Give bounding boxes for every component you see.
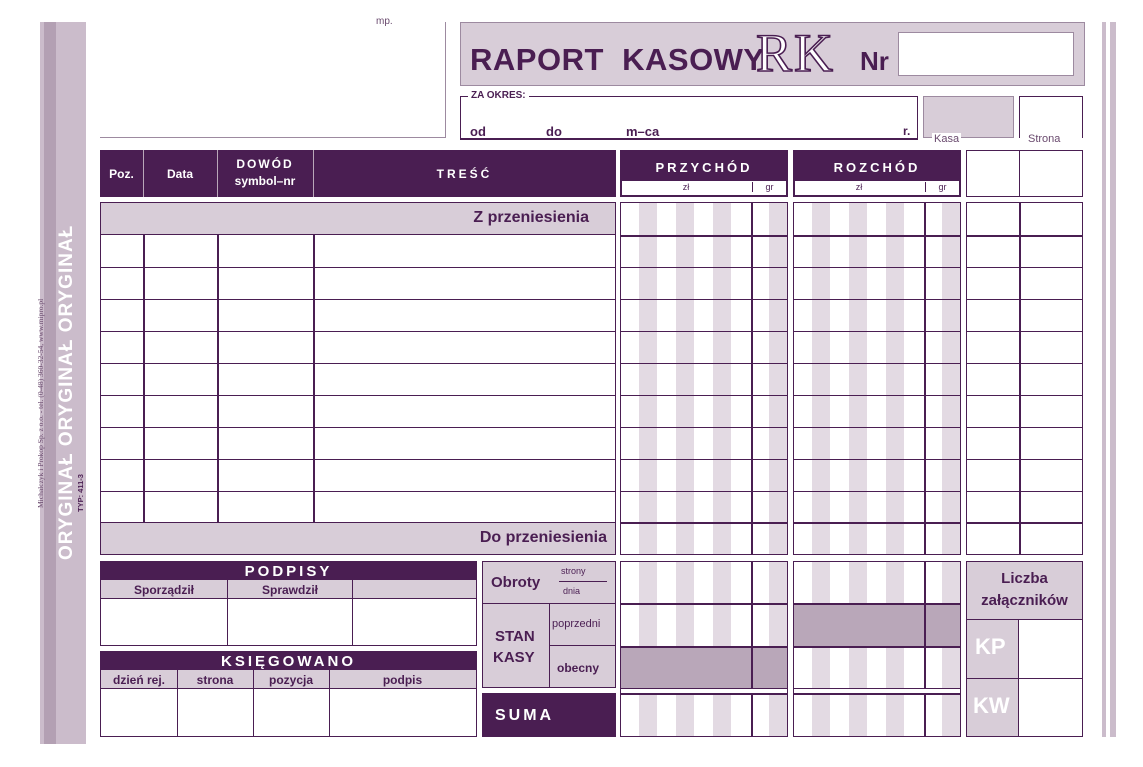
- przychod-summary: [620, 561, 788, 737]
- col-line: [143, 235, 145, 522]
- rozchod-column: [793, 202, 961, 555]
- header-tresc: TREŚĆ: [436, 166, 493, 181]
- row-line: [794, 459, 960, 460]
- header-dowod-sub: symbol–nr: [234, 174, 296, 188]
- strona-field[interactable]: [1019, 96, 1083, 138]
- extra-header-box: [966, 150, 1020, 197]
- col-line: [217, 235, 219, 522]
- row-line: [101, 363, 615, 364]
- row-line: [794, 331, 960, 332]
- stripe: [713, 203, 731, 554]
- strony-label: strony: [561, 566, 586, 576]
- publisher-info: Michalczyk i Prokop Sp. z o.o. - tel. (0-48) 360-32-54, www.mipro.pl: [36, 298, 45, 508]
- kw-label: KW: [973, 693, 1010, 718]
- row-line: [794, 395, 960, 396]
- col-line: [352, 580, 353, 645]
- ksiegowano-box: [100, 651, 477, 737]
- strona-col-label: strona: [196, 672, 234, 687]
- row-line: [967, 331, 1082, 332]
- row-line: [101, 267, 615, 268]
- row-line: [794, 491, 960, 492]
- row-line: [794, 299, 960, 300]
- right-edge-bar-2: [1110, 22, 1116, 737]
- z-przeniesienia-label: Z przeniesienia: [473, 209, 589, 226]
- obecny-label: obecny: [557, 661, 600, 675]
- row-line: [621, 267, 787, 268]
- kp-row: [966, 619, 1083, 679]
- gr-divider: [924, 562, 926, 736]
- gr-divider: [924, 203, 926, 554]
- sprawdzil-label: Sprawdził: [261, 582, 318, 597]
- col-line: [329, 670, 330, 736]
- rozchod-label: ROZCHÓD: [833, 160, 921, 175]
- row-line: [101, 331, 615, 332]
- row-line: [621, 459, 787, 460]
- row-line: [794, 363, 960, 364]
- ksiegowano-title: KSIĘGOWANO: [101, 652, 476, 670]
- header-dowod: DOWÓD: [236, 157, 294, 171]
- row-line: [621, 491, 787, 492]
- stripe: [942, 562, 960, 736]
- stripe: [849, 562, 867, 736]
- row-line: [967, 395, 1082, 396]
- row-line: [621, 693, 787, 695]
- period-line: [460, 138, 918, 140]
- zl-label: zł: [855, 182, 863, 192]
- stripe: [849, 203, 867, 554]
- stripe: [942, 203, 960, 554]
- poprzedni-rozchod-fill: [794, 603, 960, 646]
- entries-table: [100, 202, 616, 555]
- row-line: [967, 299, 1082, 300]
- margin-strip-dark: [44, 22, 56, 744]
- stripe: [812, 562, 830, 736]
- original-label: ORYGINAŁ ORYGINAŁ ORYGINAŁ: [56, 224, 77, 560]
- rozchod-summary: [793, 561, 961, 737]
- gr-divider: [751, 562, 753, 736]
- form-type: TYP: 411-3: [76, 474, 85, 512]
- podpisy-title: PODPISY: [101, 562, 476, 580]
- dnia-label: dnia: [563, 586, 581, 596]
- kasa-label: Kasa: [934, 133, 960, 145]
- row-line: [794, 522, 960, 524]
- form-code-rk: RK: [756, 23, 836, 83]
- row-line: [101, 491, 615, 492]
- kw-row: [966, 678, 1083, 737]
- row-line: [621, 363, 787, 364]
- obroty-label: Obroty: [491, 574, 541, 591]
- gr-divider: [751, 203, 753, 554]
- stamp-label: mp.: [376, 16, 393, 27]
- row-line: [101, 427, 615, 428]
- za-okres-label: ZA OKRES:: [468, 90, 529, 101]
- stripe: [886, 562, 904, 736]
- row-line: [967, 491, 1082, 492]
- row-line: [101, 299, 615, 300]
- przychod-label: PRZYCHÓD: [655, 160, 753, 175]
- stripe: [769, 203, 787, 554]
- przychod-column: [620, 202, 788, 555]
- nr-label: Nr: [860, 46, 889, 76]
- row-line: [101, 459, 615, 460]
- nr-field[interactable]: [898, 32, 1074, 76]
- row-line: [621, 235, 787, 237]
- poprzedni-label: poprzedni: [552, 618, 601, 630]
- row-line: [967, 427, 1082, 428]
- stripe: [812, 203, 830, 554]
- col-line: [1019, 203, 1021, 554]
- pozycja-label: pozycja: [268, 672, 313, 687]
- stan-kasy-box: [482, 603, 616, 688]
- row-line: [621, 522, 787, 524]
- stripe: [886, 203, 904, 554]
- strona-label: Strona: [1028, 133, 1061, 145]
- right-edge-bar: [1102, 22, 1106, 737]
- kp-label: KP: [975, 634, 1006, 659]
- row-line: [621, 331, 787, 332]
- header-poz: Poz.: [109, 166, 134, 181]
- do-label: do: [546, 124, 562, 139]
- row-line: [794, 646, 960, 648]
- row-line: [967, 522, 1082, 524]
- row-line: [794, 603, 960, 605]
- extra-header-box: [1019, 150, 1083, 197]
- header-data: Data: [166, 166, 193, 181]
- do-przeniesienia-label: Do przeniesienia: [479, 529, 607, 546]
- podpisy-box: [100, 561, 477, 646]
- liczba-label: Liczba: [1001, 570, 1048, 587]
- row-line: [621, 395, 787, 396]
- row-line: [794, 267, 960, 268]
- dzien-rej-label: dzień rej.: [112, 672, 165, 687]
- stan-label: STAN: [495, 628, 535, 645]
- obroty-box: [482, 561, 616, 604]
- row-line: [967, 235, 1082, 237]
- row-line: [621, 646, 787, 648]
- zalacznikow-label: załączników: [981, 592, 1068, 609]
- stripe: [676, 203, 694, 554]
- col-line: [253, 670, 254, 736]
- sporzadzil-label: Sporządził: [133, 582, 194, 597]
- row-line: [621, 299, 787, 300]
- row-line: [967, 459, 1082, 460]
- obecny-przychod-fill: [621, 646, 787, 689]
- col-line: [177, 670, 178, 736]
- kasa-field[interactable]: [923, 96, 1014, 138]
- row-line: [549, 645, 615, 646]
- row-line: [967, 267, 1082, 268]
- stamp-area: [100, 22, 446, 138]
- row-line: [621, 427, 787, 428]
- row-line: [794, 427, 960, 428]
- period-bracket: [460, 96, 918, 138]
- row-line: [621, 603, 787, 605]
- col-line: [227, 580, 228, 645]
- attachments-box: [966, 561, 1083, 620]
- r-label: r.: [903, 124, 911, 138]
- od-label: od: [470, 124, 486, 139]
- row-line: [794, 235, 960, 237]
- row-line: [967, 363, 1082, 364]
- kasy-label: KASY: [493, 649, 535, 666]
- gr-label: gr: [925, 182, 959, 192]
- form-title: RAPORT KASOWY: [470, 42, 765, 77]
- stripe: [639, 203, 657, 554]
- row-line: [101, 395, 615, 396]
- gr-label: gr: [752, 182, 786, 192]
- suma-box: [482, 693, 616, 737]
- zl-label: zł: [682, 182, 690, 192]
- mca-label: m–ca: [626, 124, 660, 139]
- podpis-label: podpis: [382, 672, 423, 687]
- row-line: [794, 693, 960, 695]
- suma-label: SUMA: [495, 707, 555, 724]
- col-line: [313, 235, 315, 522]
- fraction-line: [559, 581, 607, 582]
- extra-columns: [966, 202, 1083, 555]
